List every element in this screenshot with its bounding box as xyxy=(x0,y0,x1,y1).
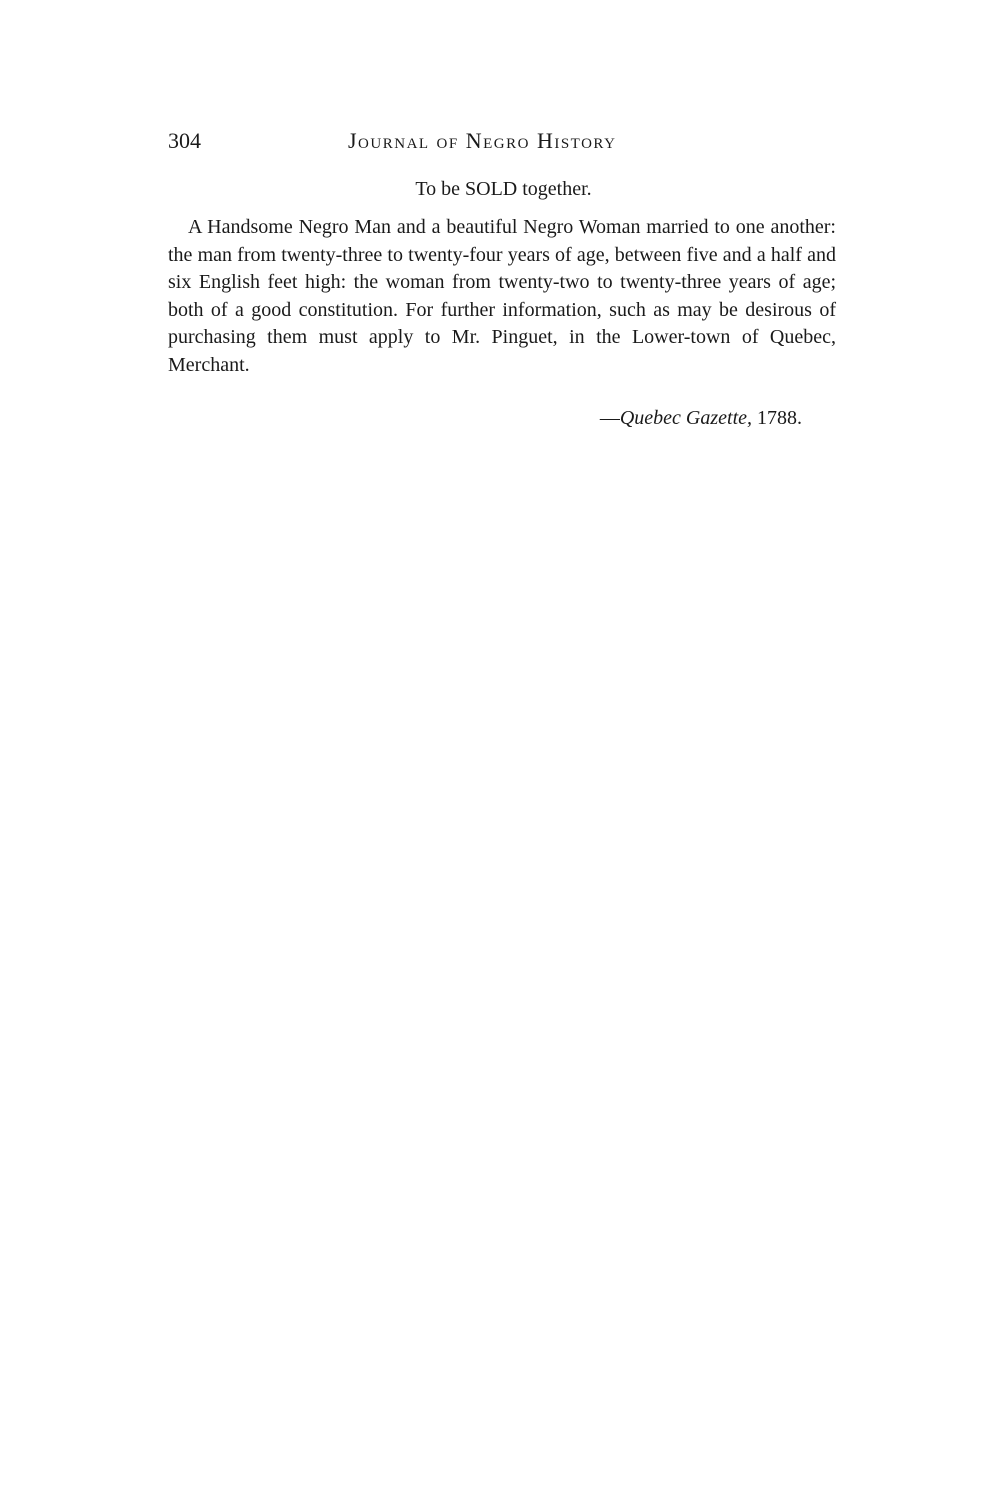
source-name: Quebec Gazette, xyxy=(619,407,752,429)
running-head xyxy=(168,126,836,160)
journal-title: Journal of Negro History xyxy=(348,128,617,153)
advertisement-heading: To be SOLD together. xyxy=(415,178,592,200)
advertisement-body: A Handsome Negro Man and a beautiful Negro Woman married to one another: the man from twenty-three to twenty-four years of age, between five and a half and six English feet high: the woman from twenty-two to twenty-three years of age; both of a good constitution. For further information, such as may be desirous of purchasing them must apply to Mr. Pinguet, in the Lower-town of Quebec, Merchant. xyxy=(168,216,836,376)
advertisement-source xyxy=(168,404,802,432)
source-dash: — xyxy=(599,407,620,429)
page-number: 304 xyxy=(168,128,201,153)
source-year: 1788. xyxy=(752,407,802,429)
